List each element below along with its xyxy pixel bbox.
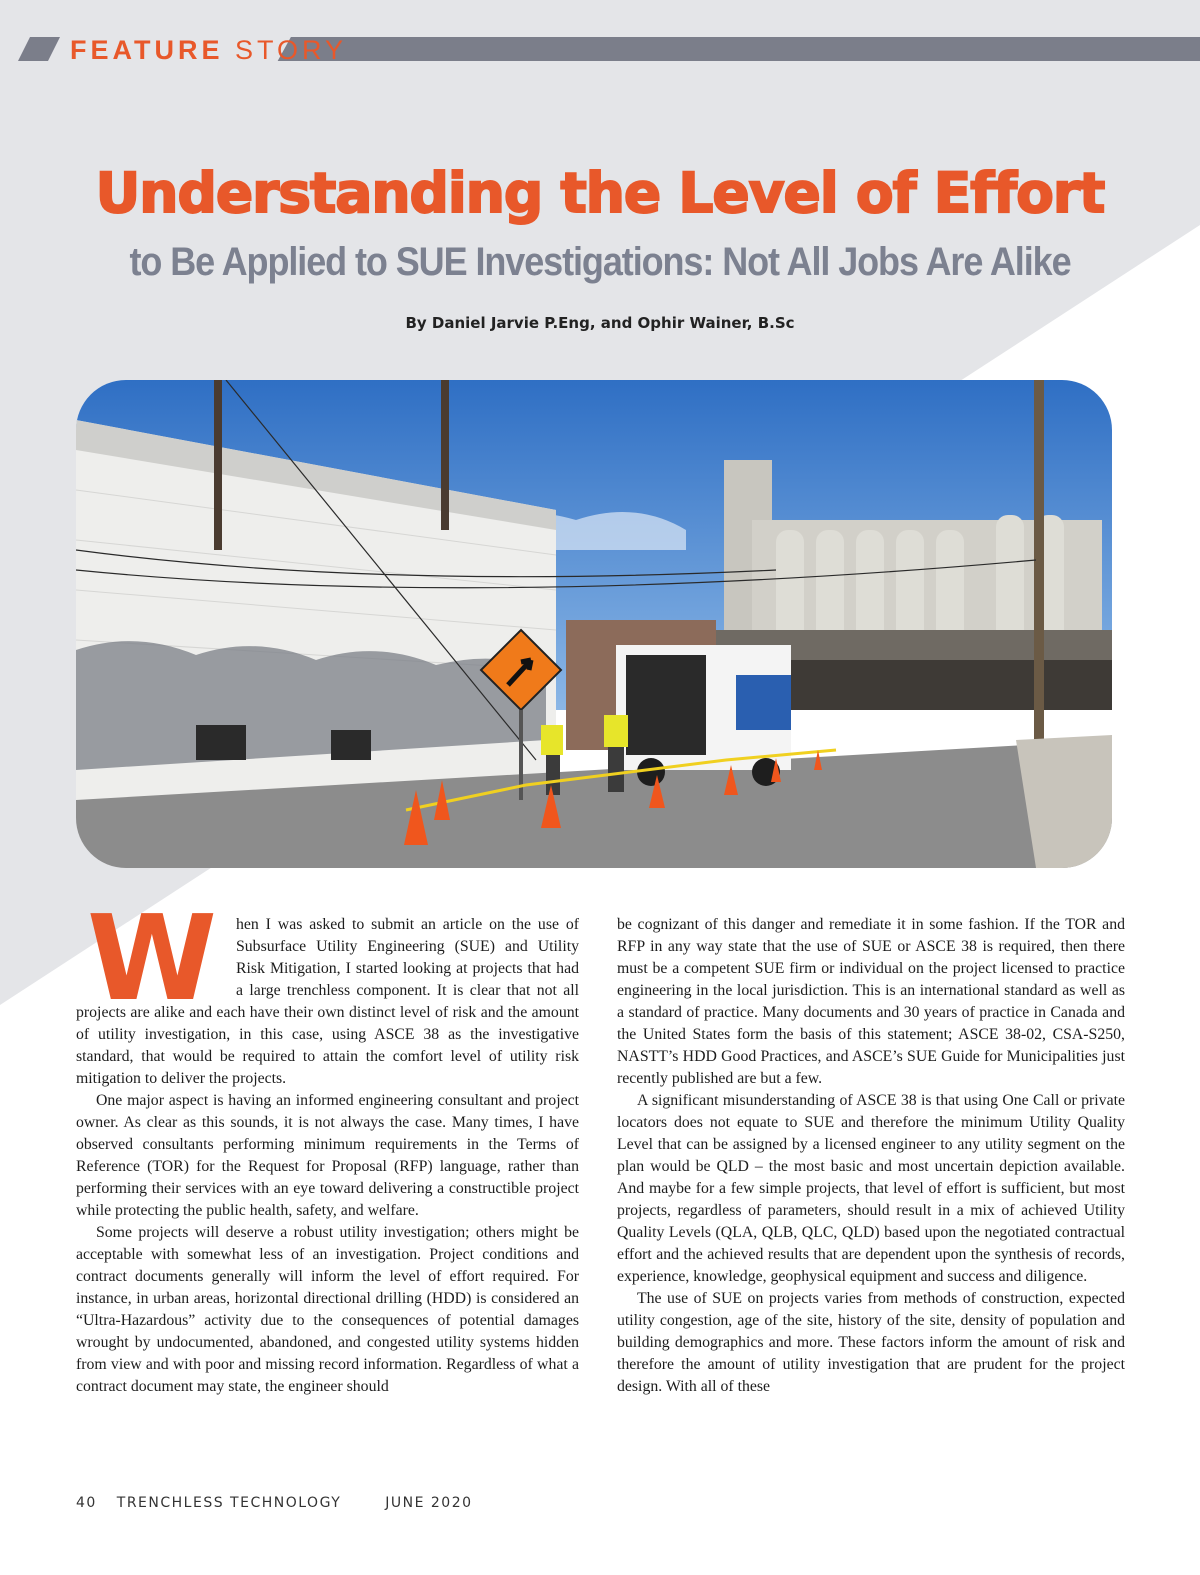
page-number: 40 xyxy=(76,1495,97,1511)
article-paragraph: be cognizant of this danger and remediate it in some fashion. If the TOR and RFP in any way state that the use of SUE or ASCE 38 is required, then there must be a competent SUE firm or individual on the project licensed to practice engineering in the local jurisdiction. This is an international standard as well as a standard of practice. Many documents and 30 years of practice in Canada and the United States form the basis of this statement; ASCE 38-02, CSA-S250, NASTT’s HDD Good Practices, and ASCE’s SUE Guide for Municipalities just recently published are but a few. xyxy=(617,916,1125,1087)
issue-date: JUNE 2020 xyxy=(385,1495,473,1511)
hero-photo xyxy=(76,380,1112,868)
magazine-name: TRENCHLESS TECHNOLOGY xyxy=(116,1495,342,1511)
drop-cap: W xyxy=(86,889,218,1027)
section-label-story: STORY xyxy=(235,35,348,65)
page-footer xyxy=(76,1492,473,1514)
article-paragraph: The use of SUE on projects varies from methods of construction, expected utility congestion, age of the site, history of the site, density of population and building demographics and more. These factors inform the amount of risk and therefore the amount of utility investigation that are prudent for the project design. With all of these xyxy=(617,1290,1125,1395)
article-subtitle: to Be Applied to SUE Investigations: Not All Jobs Are Alike xyxy=(129,240,1071,284)
byline: By Daniel Jarvie P.Eng, and Ophir Wainer, B.Sc xyxy=(405,314,795,332)
article-column-left xyxy=(76,889,579,1398)
section-label-feature: FEATURE xyxy=(70,35,224,65)
article-paragraph: A significant misunderstanding of ASCE 38 is that using One Call or private locators does not equate to SUE and therefore the minimum Utility Quality Level that can be assigned by a licensed engineer to any utility segment on the plan would be QLD – the most basic and most uncertain depiction available. And maybe for a few simple projects, that level of effort is sufficient, but most projects, regardless of parameters, should result in a mix of achieved Utility Quality Levels (QLA, QLB, QLC, QLD) based upon the negotiated contractual effort and the achieved results that are dependent upon the synthesis of records, experience, knowledge, geophysical equipment and success and diligence. xyxy=(617,1092,1125,1285)
article-paragraph: Some projects will deserve a robust utility investigation; others might be acceptable with somewhat less of an investigation. Project conditions and contract documents generally will inform the level of effort required. For instance, in urban areas, horizontal directional drilling (HDD) is considered an “Ultra-Hazardous” activity due to the consequences of potential damages wrought by undocumented, abandoned, and congested utility systems hidden from view and with poor and missing record information. Regardless of what a contract document may state, the engineer should xyxy=(76,1224,579,1395)
article-paragraph: W hen I was asked to submit an article on the use of Subsurface Utility Engineering (SUE) and Utility Risk Mitigation, I started looking at projects that had a large trenchless component. It is clear that not all projects are alike and each have their own distinct level of risk and the amount of utility investigation, in this case, using ASCE 38 as the investigative standard, that would be required to attain the comfort level of utility risk mitigation to deliver the projects. xyxy=(76,889,579,1087)
utility-pole xyxy=(214,380,222,550)
sue-truck xyxy=(616,645,791,786)
section-label xyxy=(70,33,347,67)
article-title: Understanding the Level of Effort xyxy=(95,161,1105,225)
article-paragraph: One major aspect is having an informed engineering consultant and project owner. As clear as this sounds, it is not always the case. Many times, I have observed consultants performing minimum requirements in the Terms of Reference (TOR) for the Request for Proposal (RFP) language, rather than performing their services with an eye toward delivering a constructible project while protecting the public health, safety, and welfare. xyxy=(76,1092,579,1219)
article-column-right xyxy=(617,914,1125,1398)
street-scene-illustration xyxy=(76,380,1112,868)
